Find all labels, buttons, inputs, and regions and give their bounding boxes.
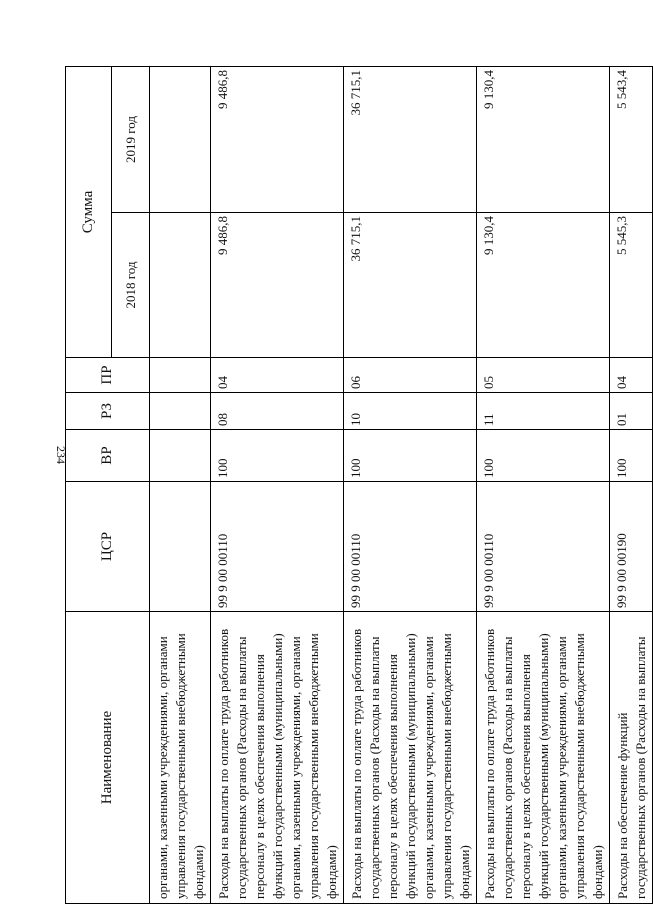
- header-pr: ПР: [66, 358, 150, 393]
- header-rz: РЗ: [66, 393, 150, 430]
- row-rz: 08: [211, 393, 344, 430]
- row-pr: [150, 358, 211, 393]
- row-2018: 9 130,4: [477, 213, 610, 358]
- header-name: Наименование: [66, 612, 150, 904]
- table-row: [211, 66, 344, 903]
- row-pr: 04: [211, 358, 344, 393]
- row-rz: [150, 393, 211, 430]
- row-2018: 36 715,1: [344, 213, 477, 358]
- row-name: Расходы на выплаты по оплате труда работников государственных органов (Расходы на выплаты персоналу в целях обеспечения выполнения функций государственными (муниципальными) органами, казенными учреждениями, органами управления государственными внебюджетными фондами): [211, 612, 344, 904]
- row-rz: 11: [477, 393, 610, 430]
- row-rz: 10: [344, 393, 477, 430]
- row-name: органами, казенными учреждениями, органами управления государственными внебюджетными фондами): [150, 612, 211, 904]
- row-2018: [150, 213, 211, 358]
- page-number: 234: [54, 446, 68, 464]
- row-csr: 99 9 00 00190: [610, 482, 653, 612]
- header-sum: Сумма: [66, 66, 112, 357]
- row-csr: [150, 482, 211, 612]
- row-name: Расходы на выплаты по оплате труда работников государственных органов (Расходы на выплаты персоналу в целях обеспечения выполнения функций государственными (муниципальными) органами, казенными учреждениями, органами управления государственными внебюджетными фондами): [344, 612, 477, 904]
- row-2018: 9 486,8: [211, 213, 344, 358]
- header-vr: ВР: [66, 430, 150, 482]
- table-row: [150, 66, 211, 903]
- row-pr: 05: [477, 358, 610, 393]
- row-vr: 100: [477, 430, 610, 482]
- row-pr: 04: [610, 358, 653, 393]
- table-row: [344, 66, 477, 903]
- row-vr: 100: [211, 430, 344, 482]
- row-2019: 9 130,4: [477, 66, 610, 212]
- row-name: Расходы на обеспечение функций государственных органов (Расходы на выплаты: [610, 612, 653, 904]
- row-csr: 99 9 00 00110: [344, 482, 477, 612]
- row-2019: 36 715,1: [344, 66, 477, 212]
- header-2018: 2018 год: [112, 213, 150, 358]
- row-vr: 100: [610, 430, 653, 482]
- header-csr: ЦСР: [66, 482, 150, 612]
- row-2019: 9 486,8: [211, 66, 344, 212]
- row-2019: [150, 66, 211, 212]
- row-rz: 01: [610, 393, 653, 430]
- budget-table-rotated-container: [65, 67, 648, 904]
- row-vr: 100: [344, 430, 477, 482]
- table-row: [610, 66, 653, 903]
- row-pr: 06: [344, 358, 477, 393]
- row-vr: [150, 430, 211, 482]
- row-name: Расходы на выплаты по оплате труда работников государственных органов (Расходы на выплаты персоналу в целях обеспечения выполнения функций государственными (муниципальными) органами, казенными учреждениями, органами управления государственными внебюджетными фондами): [477, 612, 610, 904]
- row-2018: 5 545,3: [610, 213, 653, 358]
- table-row: [477, 66, 610, 903]
- header-2019: 2019 год: [112, 66, 150, 212]
- budget-table: [65, 66, 653, 904]
- row-csr: 99 9 00 00110: [477, 482, 610, 612]
- row-csr: 99 9 00 00110: [211, 482, 344, 612]
- row-2019: 5 543,4: [610, 66, 653, 212]
